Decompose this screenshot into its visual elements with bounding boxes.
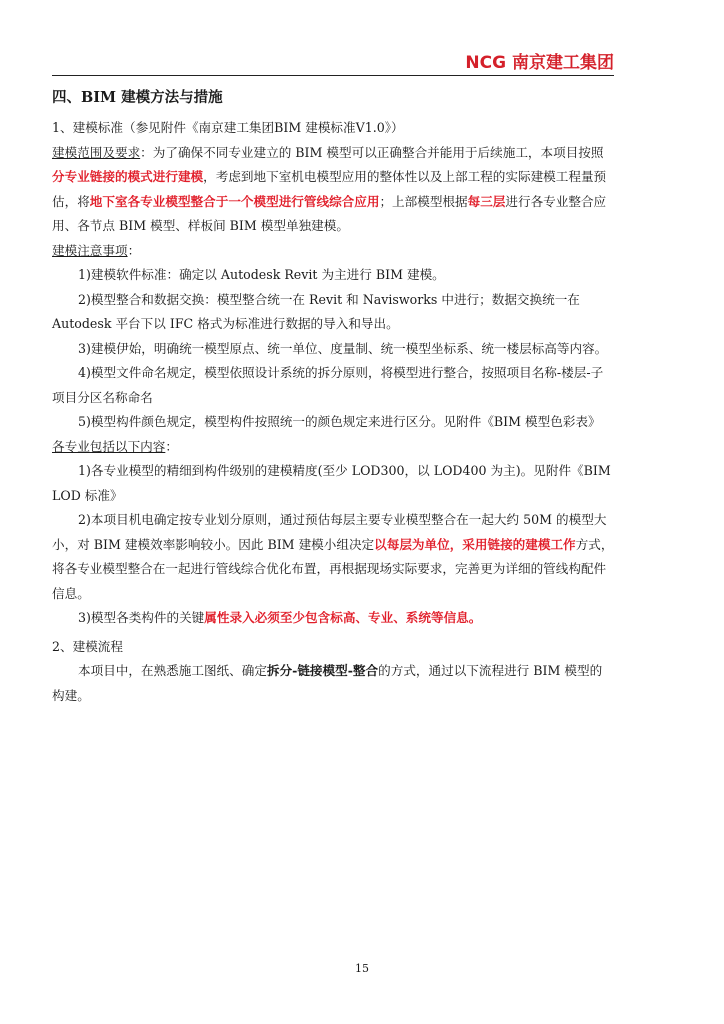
each-label: 各专业包括以下内容 [52, 438, 166, 454]
each-item-3 [52, 606, 614, 631]
page-body [52, 84, 614, 708]
each-item-2 [52, 508, 614, 606]
each-heading [52, 435, 614, 460]
each-item-2-highlight: 以每层为单位，采用链接的建模工作 [374, 536, 576, 552]
note-item-2: 2)模型整合和数据交换：模型整合统一在 Revit 和 Navisworks 中进行；数据交换统一在 Autodesk 平台下以 IFC 格式为标准进行数据的导入和导出。 [52, 291, 580, 331]
scope-label: 建模范围及要求 [52, 144, 141, 160]
process-text-a: 本项目中，在熟悉施工图纸、确定 [78, 663, 267, 678]
header-brand: NCG [465, 53, 507, 73]
process-heading: 2、建模流程 [52, 638, 123, 654]
scope-text-4: 进行各专业整合应用、各节点 BIM 模型、样板间 BIM 模型单独建模。 [52, 193, 607, 233]
notes-colon: ： [127, 242, 141, 258]
each-item-2-text-b: 方式，将各专业模型整合在一起进行管线综合优化布置，再根据现场实际要求，完善更为详细的管线构配件信息。 [52, 536, 614, 601]
standard-heading: 1、建模标准（参见附件《南京建工集团BIM 建模标准V1.0》） [52, 120, 404, 135]
process-text-b: 的方式，通过以下流程进行 BIM 模型的构建。 [52, 663, 603, 703]
page-number: 15 [355, 962, 369, 975]
scope-text-1: ：为了确保不同专业建立的 BIM 模型可以正确整合并能用于后续施工，本项目按照 [140, 144, 604, 160]
scope-highlight-3: 每三层 [467, 193, 506, 209]
each-item-3-text: 3)模型各类构件的关键 [78, 610, 205, 625]
scope-paragraph [52, 141, 614, 239]
each-colon: ： [165, 438, 178, 454]
scope-text-2: ，考虑到地下室机电模型应用的整体性以及上部工程的实际建模工程量预估，将 [52, 169, 607, 209]
scope-highlight-1: 分专业链接的模式进行建模 [52, 169, 204, 184]
note-item-4: 4)模型文件命名规定，模型依照设计系统的拆分原则，将模型进行整合，按照项目名称-楼层-子项目分区名称命名 [52, 365, 604, 405]
section-title: 四、BIM 建模方法与措施 [52, 89, 223, 106]
note-item-5: 5)模型构件颜色规定，模型构件按照统一的颜色规定来进行区分。见附件《BIM 模型色彩表》 [78, 414, 601, 429]
note-item-1: 1)建模软件标准：确定以 Autodesk Revit 为主进行 BIM 建模。 [78, 267, 445, 282]
each-item-1: 1)各专业模型的精细到构件级别的建模精度(至少 LOD300，以 LOD400 为主)。见附件《BIM LOD 标准》 [52, 463, 611, 503]
notes-label: 建模注意事项 [52, 242, 128, 258]
header-company: 南京建工集团 [512, 53, 614, 73]
each-item-3-highlight: 属性录入必须至少包含标高、专业、系统等信息。 [204, 610, 482, 625]
scope-text-3: ；上部模型根据 [379, 193, 468, 209]
each-item-2-text-a: 2)本项目机电确定按专业划分原则，通过预估每层主要专业模型整合在一起大约 50M 的模型大小，对 BIM 建模效率影响较小。因此 BIM 建模小组决定 [52, 512, 607, 552]
header-divider [52, 75, 614, 76]
page-header [52, 48, 614, 74]
process-bold: 拆分-链接模型-整合 [266, 663, 379, 678]
notes-heading [52, 239, 614, 264]
process-paragraph [52, 659, 614, 708]
note-item-3: 3)建模伊始，明确统一模型原点、统一单位、度量制、统一模型坐标系、统一楼层标高等内容。 [78, 340, 608, 356]
scope-highlight-2: 地下室各专业模型整合于一个模型进行管线综合应用 [89, 193, 380, 209]
